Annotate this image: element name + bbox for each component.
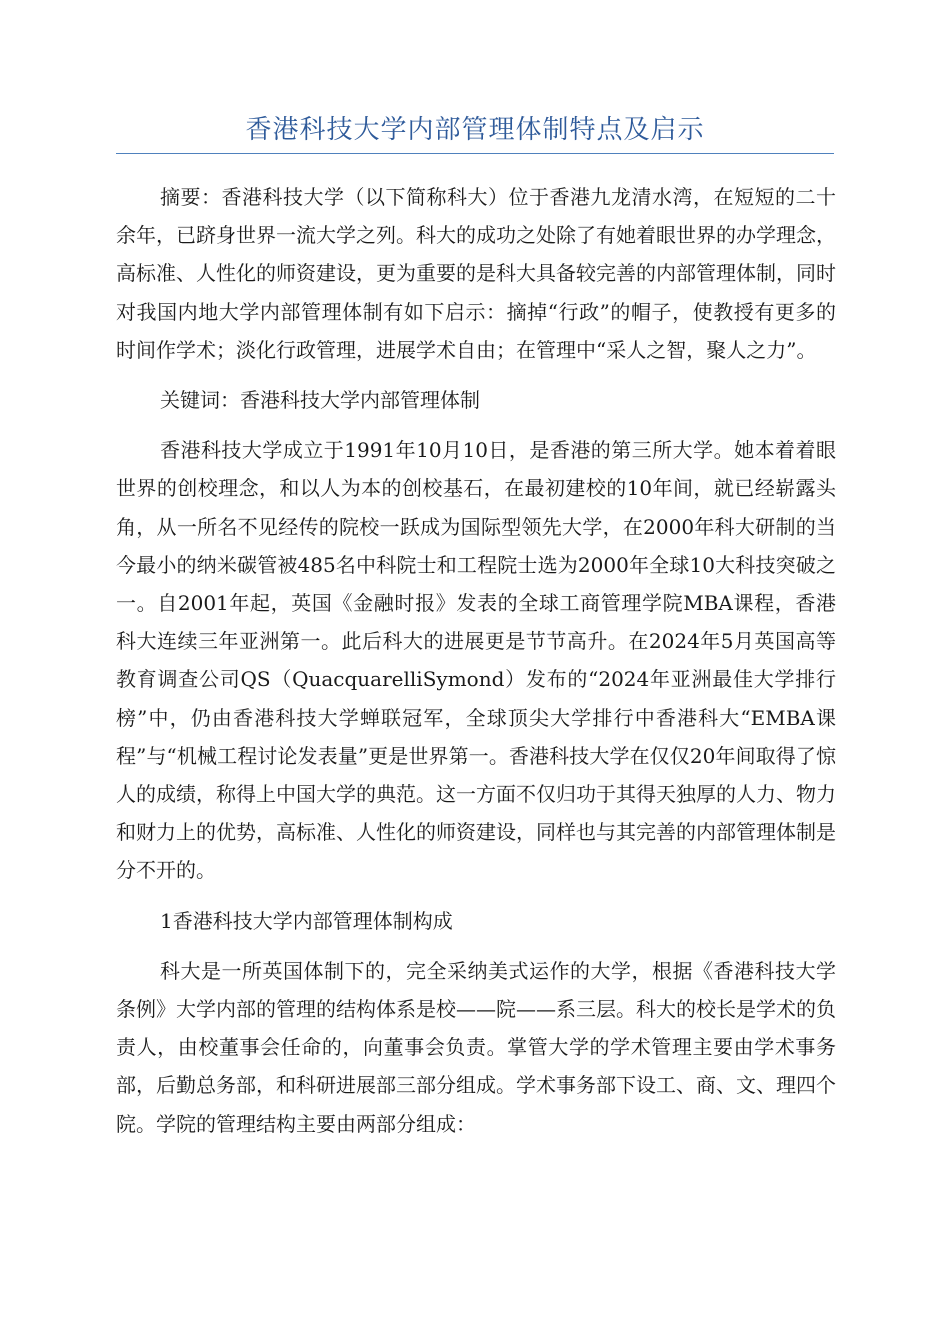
abstract-paragraph: 摘要：香港科技大学（以下简称科大）位于香港九龙清水湾，在短短的二十余年，已跻身世界一流大学之列。科大的成功之处除了有她着眼世界的办学理念，高标准、人性化的师资建设，更为重要的是科大具备较完善的内部管理体制，同时对我国内地大学内部管理体制有如下启示：摘掉“行政”的帽子，使教授有更多的时间作学术；淡化行政管理，进展学术自由；在管理中“采人之智，聚人之力”。 [116,185,836,362]
document-body [116,178,836,1155]
keywords-paragraph: 关键词：香港科技大学内部管理体制 [160,388,480,413]
section-heading: 1香港科技大学内部管理体制构成 [160,908,453,933]
title-underline [116,153,834,154]
document-title: 香港科技大学内部管理体制特点及启示 [245,115,705,145]
section-paragraph: 科大是一所英国体制下的，完全采纳美式运作的大学，根据《香港科技大学条例》大学内部的管理的结构体系是校——院——系三层。科大的校长是学术的负责人，由校董事会任命的，向董事会负责。掌管大学的学术管理主要由学术事务部，后勤总务部，和科研进展部三部分组成。学术事务部下设工、商、文、理四个院。学院的管理结构主要由两部分组成： [116,958,836,1136]
intro-paragraph: 香港科技大学成立于1991年10月10日，是香港的第三所大学。她本着着眼世界的创校理念，和以人为本的创校基石，在最初建校的10年间，就已经崭露头角，从一所名不见经传的院校一跃成为国际型领先大学，在2000年科大研制的当今最小的纳米碳管被485名中科院士和工程院士选为2000年全球10大科技突破之一。自2001年起，英国《金融时报》发表的全球工商管理学院MBA课程，香港科大连续三年亚洲第一。此后科大的进展更是节节高升。在2024年5月英国高等教育调查公司QS（QuacquarelliSymond）发布的“2024年亚洲最佳大学排行榜”中，仍由香港科技大学蝉联冠军，全球顶尖大学排行中香港科大“EMBA课程”与“机械工程讨论发表量”更是世界第一。香港科技大学在仅仅20年间取得了惊人的成绩，称得上中国大学的典范。这一方面不仅归功于其得天独厚的人力、物力和财力上的优势，高标准、人性化的师资建设，同样也与其完善的内部管理体制是分不开的。 [116,438,836,883]
